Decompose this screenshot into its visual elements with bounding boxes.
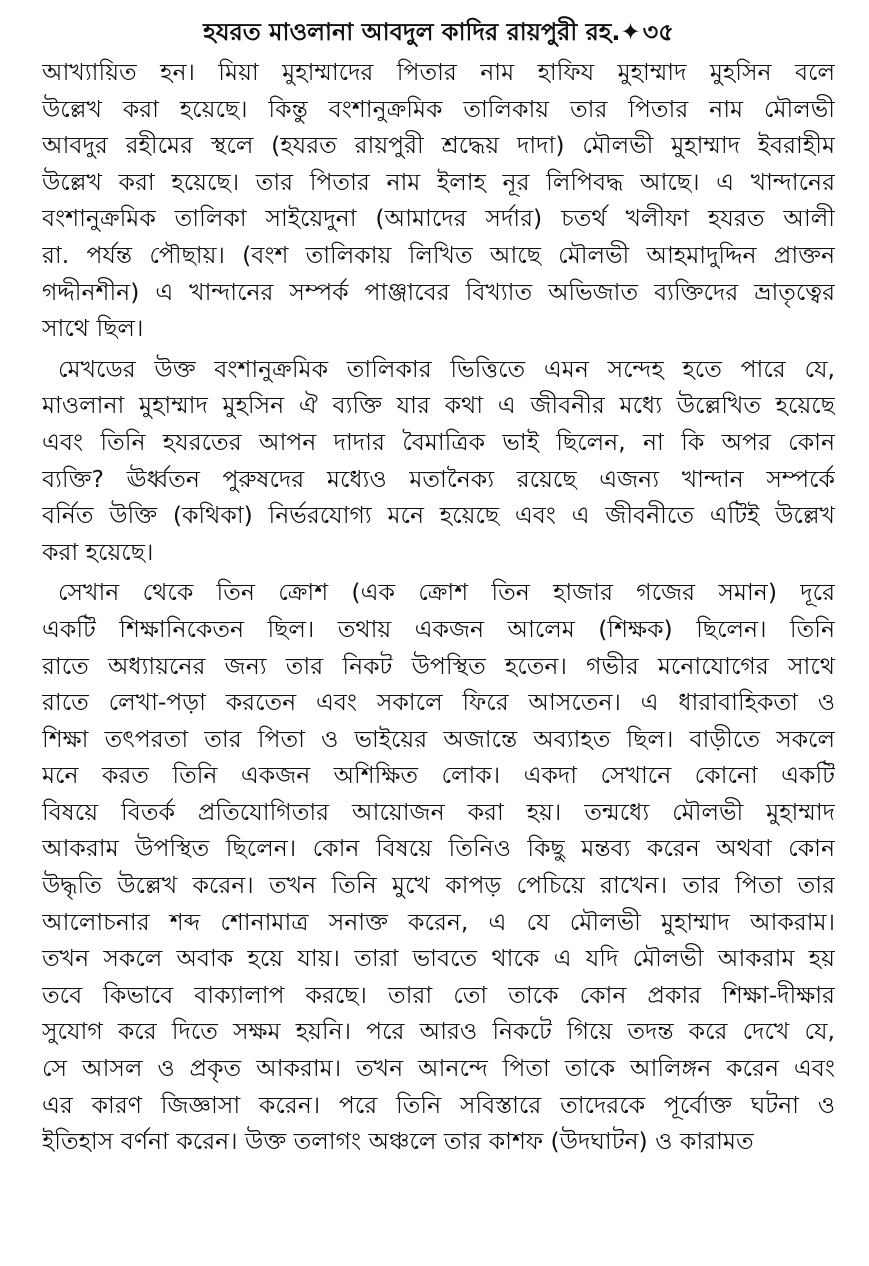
text-line: এর কারণ জিজ্ঞাসা করেন। পরে তিনি সবিস্তারে তাদেরকে পূর্বোক্ত ঘটনা ও: [42, 1090, 835, 1119]
body-text: [42, 54, 835, 1160]
text-line: করা হয়েছে।: [42, 537, 154, 566]
text-line: বিষয়ে বিতর্ক প্রতিযোগিতার আয়োজন করা হয়। তন্মধ্যে মৌলভী মুহাম্মাদ: [42, 797, 835, 826]
text-line: উদ্ধৃতি উল্লেখ করেন। তখন তিনি মুখে কাপড় পেচিয়ে রাখেন। তার পিতা তার: [42, 871, 835, 900]
text-line: সেখান থেকে তিন ক্রোশ (এক ক্রোশ তিন হাজার গজের সমান) দূরে: [58, 578, 835, 607]
text-line: সুযোগ করে দিতে সক্ষম হয়নি। পরে আরও নিকটে গিয়ে তদন্ত করে দেখে যে,: [42, 1017, 835, 1046]
text-line: সাথে ছিল।: [42, 314, 144, 343]
text-line: শিক্ষা তৎপরতা তার পিতা ও ভাইয়ের অজান্তে অব্যাহত ছিল। বাড়ীতে সকলে: [42, 724, 835, 753]
text-line: বর্নিত উক্তি (কথিকা) নির্ভরযোগ্য মনে হয়েছে এবং এ জীবনীতে এটিই উল্লেখ: [42, 501, 835, 530]
paragraph: [42, 351, 835, 571]
text-line: একটি শিক্ষানিকেতন ছিল। তথায় একজন আলেম (শিক্ষক) ছিলেন। তিনি: [42, 614, 835, 643]
running-header-title: হযরত মাওলানা আবদুল কাদির রায়পুরী রহ.: [203, 18, 621, 46]
text-line: উল্লেখ করা হয়েছে। কিন্তু বংশানুক্রমিক তালিকায় তার পিতার নাম মৌলভী: [42, 94, 835, 123]
text-line: মেখডের উক্ত বংশানুক্রমিক তালিকার ভিত্তিতে এমন সন্দেহ হতে পারে যে,: [58, 354, 835, 383]
text-line: আবদুর রহীমের স্থলে (হযরত রায়পুরী শ্রদ্ধেয় দাদা) মৌলভী মুহাম্মাদ ইবরাহীম: [42, 131, 835, 160]
text-line: উল্লেখ করা হয়েছে। তার পিতার নাম ইলাহ নূর লিপিবদ্ধ আছে। এ খান্দানের: [42, 167, 835, 196]
text-line: মাওলানা মুহাম্মাদ মুহসিন ঐ ব্যক্তি যার কথা এ জীবনীর মধ্যে উল্লেখিত হয়েছে: [42, 391, 835, 420]
text-line: বংশানুক্রমিক তালিকা সাইয়েদুনা (আমাদের সর্দার) চতর্থ খলীফা হযরত আলী: [42, 204, 835, 233]
paragraph: [42, 54, 835, 347]
paragraph: [42, 574, 835, 1160]
text-line: মনে করত তিনি একজন অশিক্ষিত লোক। একদা সেখানে কোনো একটি: [42, 761, 835, 790]
text-line: আকরাম উপস্থিত ছিলেন। কোন বিষয়ে তিনিও কিছু মন্তব্য করেন অথবা কোন: [42, 834, 835, 863]
text-line: এবং তিনি হযরতের আপন দাদার বৈমাত্রিক ভাই ছিলেন, না কি অপর কোন: [42, 427, 835, 456]
ornament-icon: ✦: [620, 18, 641, 46]
text-line: রা. পর্যন্ত পৌছায়। (বংশ তালিকায় লিখিত আছে মৌলভী আহমাদুদ্দিন প্রাক্তন: [42, 240, 835, 269]
text-line: রাতে অধ্যায়নের জন্য তার নিকট উপস্থিত হতেন। গভীর মনোযোগের সাথে: [42, 651, 835, 680]
text-line: সে আসল ও প্রকৃত আকরাম। তখন আনন্দে পিতা তাকে আলিঙ্গন করেন এবং: [42, 1054, 835, 1083]
text-line: ব্যক্তি? ঊর্ধ্বতন পুরুষদের মধ্যেও মতানৈক্য রয়েছে এজন্য খান্দান সম্পর্কে: [42, 464, 835, 493]
text-line: আলোচনার শব্দ শোনামাত্র সনাক্ত করেন, এ যে মৌলভী মুহাম্মাদ আকরাম।: [42, 907, 835, 936]
text-line: রাতে লেখা-পড়া করতেন এবং সকালে ফিরে আসতেন। এ ধারাবাহিকতা ও: [42, 688, 835, 717]
text-line: তবে কিভাবে বাক্যালাপ করছে। তারা তো তাকে কোন প্রকার শিক্ষা-দীক্ষার: [42, 980, 835, 1009]
page-number: ৩৫: [642, 18, 674, 46]
running-header: [42, 14, 835, 50]
text-line: তখন সকলে অবাক হয়ে যায়। তারা ভাবতে থাকে এ যদি মৌলভী আকরাম হয়: [42, 944, 835, 973]
text-line: ইতিহাস বর্ণনা করেন। উক্ত তলাগং অঞ্চলে তার কাশফ (উদঘাটন) ও কারামত: [42, 1127, 754, 1156]
text-line: আখ্যায়িত হন। মিয়া মুহাম্মাদের পিতার নাম হাফিয মুহাম্মাদ মুহসিন বলে: [42, 58, 835, 86]
text-line: গদ্দীনশীন) এ খান্দানের সম্পর্ক পাঞ্জাবের বিখ্যাত অভিজাত ব্যক্তিদের ভ্রাতৃত্বের: [42, 277, 835, 306]
